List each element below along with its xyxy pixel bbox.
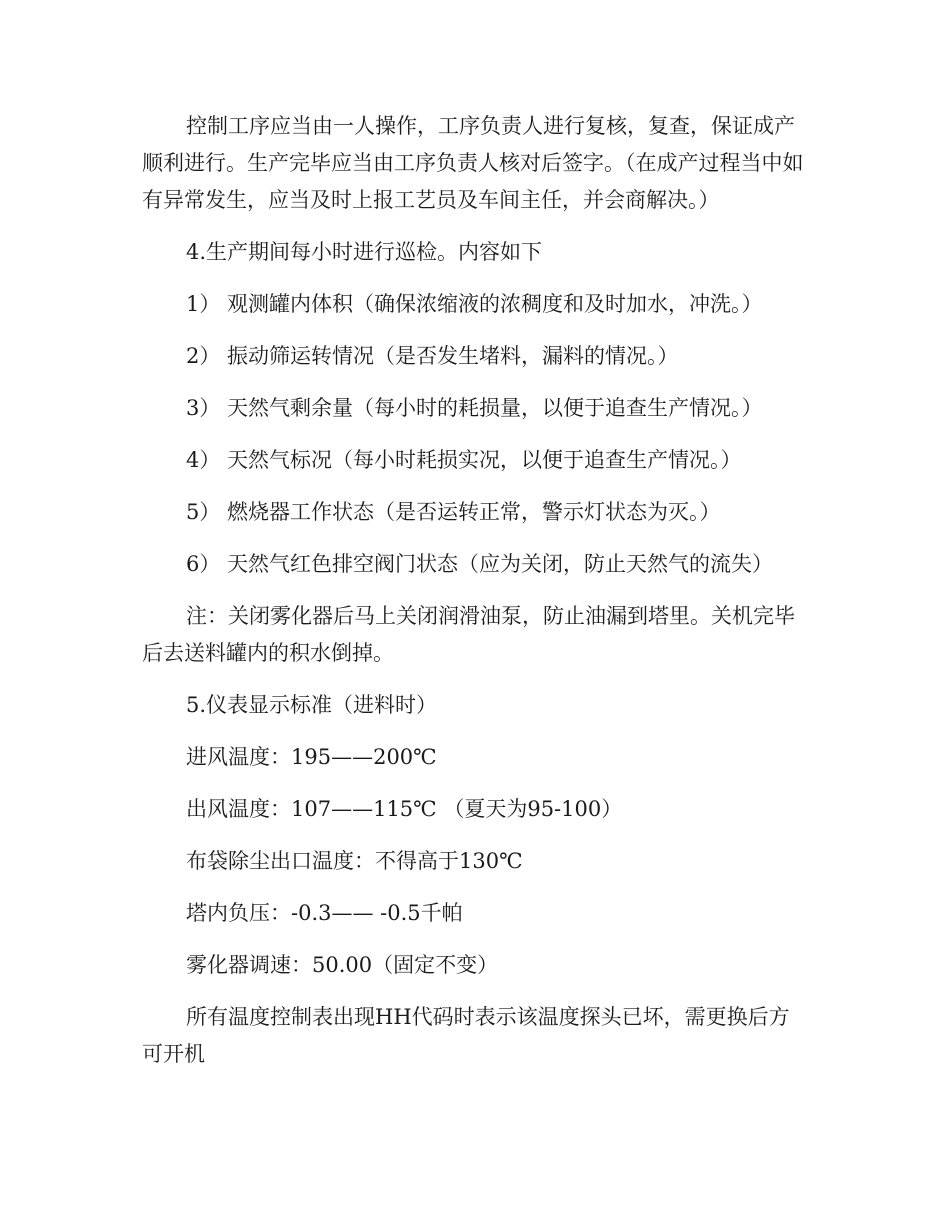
- list-item-tank-volume: 1） 观测罐内体积（确保浓缩液的浓稠度和及时加水，冲洗。）: [186, 292, 763, 316]
- inlet-temperature: 进风温度：195——200℃: [186, 745, 437, 769]
- list-item-burner-status: 5） 燃烧器工作状态（是否运转正常，警示灯状态为灭。）: [186, 500, 721, 524]
- note-paragraph: 注：关闭雾化器后马上关闭润滑油泵，防止油漏到塔里。关机完毕后去送料罐内的积水倒掉。: [142, 604, 795, 665]
- heading-instrument-standard: 5.仪表显示标准（进料时）: [186, 693, 438, 717]
- list-item-gas-remaining: 3） 天然气剩余量（每小时的耗损量，以便于追查生产情况。）: [186, 396, 763, 420]
- list-item-vent-valve: 6） 天然气红色排空阀门状态（应为关闭，防止天然气的流失）: [186, 552, 774, 576]
- baghouse-outlet-temperature: 布袋除尘出口温度：不得高于130℃: [186, 849, 523, 873]
- list-item-vibrating-screen: 2） 振动筛运转情况（是否发生堵料，漏料的情况。）: [186, 344, 679, 368]
- heading-hourly-inspection: 4.生产期间每小时进行巡检。内容如下: [186, 240, 543, 264]
- temperature-probe-note: 所有温度控制表出现HH代码时表示该温度探头已坏，需更换后方可开机: [142, 1005, 790, 1066]
- atomizer-speed: 雾化器调速：50.00（固定不变）: [186, 953, 499, 977]
- list-item-gas-standard: 4） 天然气标况（每小时耗损实况，以便于追查生产情况。）: [186, 448, 742, 472]
- paragraph-process-control: 控制工序应当由一人操作，工序负责人进行复核，复查，保证成产顺利进行。生产完毕应当由工序负责人核对后签字。（在成产过程当中如有异常发生，应当及时上报工艺员及车间主任，并会商解决。）: [142, 114, 804, 212]
- outlet-temperature: 出风温度：107——115℃ （夏天为95-100）: [186, 797, 623, 821]
- tower-negative-pressure: 塔内负压：-0.3—— -0.5千帕: [186, 901, 463, 925]
- document-page: [142, 108, 806, 1073]
